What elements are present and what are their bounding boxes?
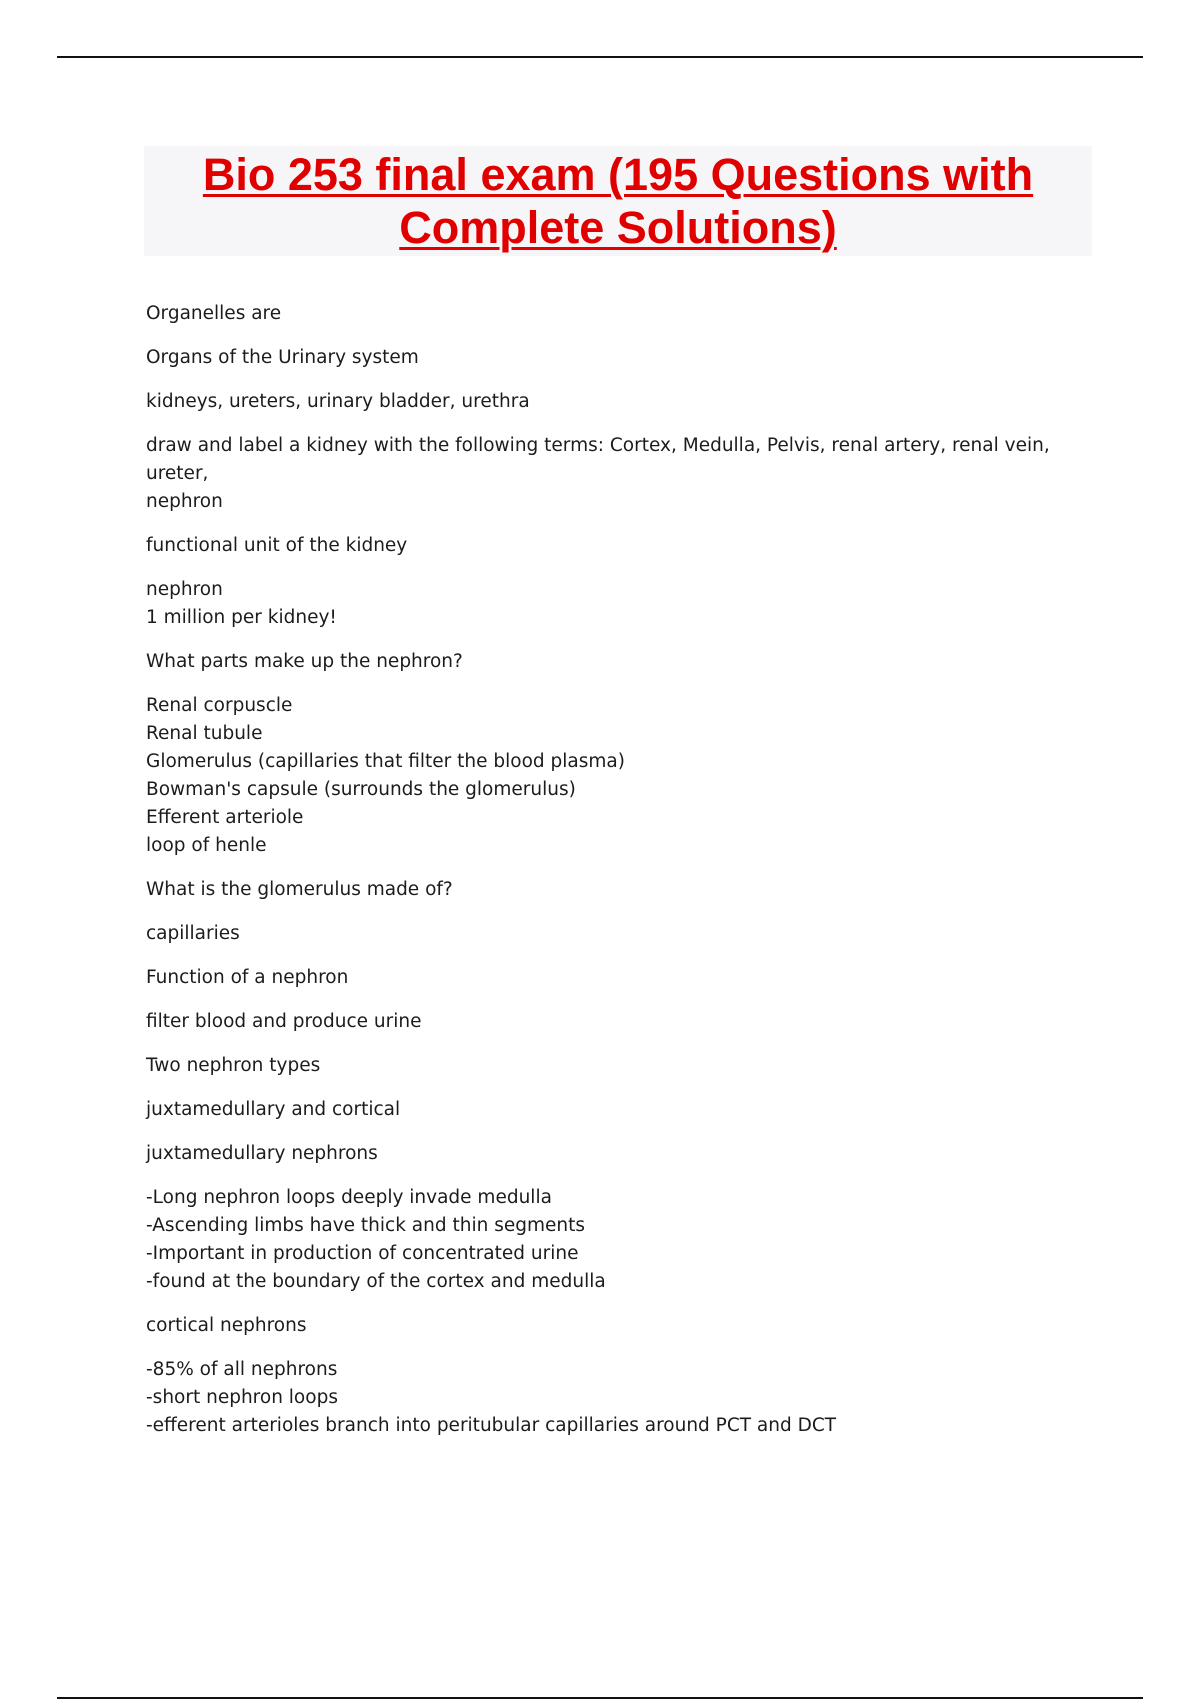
text-block <box>146 1052 1096 1080</box>
text-block <box>146 1184 1096 1296</box>
text-line: draw and label a kidney with the following terms: Cortex, Medulla, Pelvis, renal artery, renal vein, ureter, <box>146 435 1050 484</box>
text-block <box>146 432 1096 516</box>
text-line: kidneys, ureters, urinary bladder, urethra <box>146 391 530 412</box>
document-title-line-1: Bio 253 final exam (195 Questions with <box>202 149 1034 200</box>
text-block <box>146 1356 1096 1440</box>
text-line: functional unit of the kidney <box>146 535 408 556</box>
text-block <box>146 1140 1096 1168</box>
text-line: nephron <box>146 579 223 600</box>
text-line: What is the glomerulus made of? <box>146 879 453 900</box>
text-line: filter blood and produce urine <box>146 1011 422 1032</box>
text-line: 1 million per kidney! <box>146 607 337 628</box>
text-block <box>146 300 1096 328</box>
text-block <box>146 1312 1096 1340</box>
text-block <box>146 576 1096 632</box>
text-line: -found at the boundary of the cortex and medulla <box>146 1271 606 1292</box>
text-line: nephron <box>146 491 223 512</box>
text-line: -Long nephron loops deeply invade medulla <box>146 1187 552 1208</box>
text-line: Organelles are <box>146 303 282 324</box>
document-title-banner <box>144 146 1092 256</box>
text-line: cortical nephrons <box>146 1315 307 1336</box>
text-line: Organs of the Urinary system <box>146 347 419 368</box>
text-line: Two nephron types <box>146 1055 321 1076</box>
text-line: juxtamedullary and cortical <box>146 1099 401 1120</box>
text-block <box>146 532 1096 560</box>
text-line: -short nephron loops <box>146 1387 338 1408</box>
text-line: loop of henle <box>146 835 267 856</box>
bottom-rule <box>57 1697 1143 1699</box>
text-block <box>146 344 1096 372</box>
document-title-line-2: Complete Solutions) <box>399 202 837 253</box>
text-line: juxtamedullary nephrons <box>146 1143 378 1164</box>
text-line: Efferent arteriole <box>146 807 304 828</box>
text-block <box>146 1096 1096 1124</box>
text-line: Bowman's capsule (surrounds the glomerulus) <box>146 779 576 800</box>
text-block <box>146 692 1096 860</box>
text-block <box>146 876 1096 904</box>
text-block <box>146 964 1096 992</box>
text-line: -efferent arterioles branch into peritubular capillaries around PCT and DCT <box>146 1415 837 1436</box>
text-block <box>146 920 1096 948</box>
document-body <box>146 300 1096 1456</box>
text-line: Renal tubule <box>146 723 263 744</box>
text-block <box>146 648 1096 676</box>
text-block <box>146 388 1096 416</box>
text-line: Renal corpuscle <box>146 695 293 716</box>
text-line: Glomerulus (capillaries that filter the blood plasma) <box>146 751 625 772</box>
text-line: -Ascending limbs have thick and thin segments <box>146 1215 585 1236</box>
text-line: What parts make up the nephron? <box>146 651 463 672</box>
text-line: -Important in production of concentrated urine <box>146 1243 579 1264</box>
text-line: -85% of all nephrons <box>146 1359 338 1380</box>
text-block <box>146 1008 1096 1036</box>
top-rule <box>57 56 1143 58</box>
text-line: capillaries <box>146 923 240 944</box>
text-line: Function of a nephron <box>146 967 349 988</box>
